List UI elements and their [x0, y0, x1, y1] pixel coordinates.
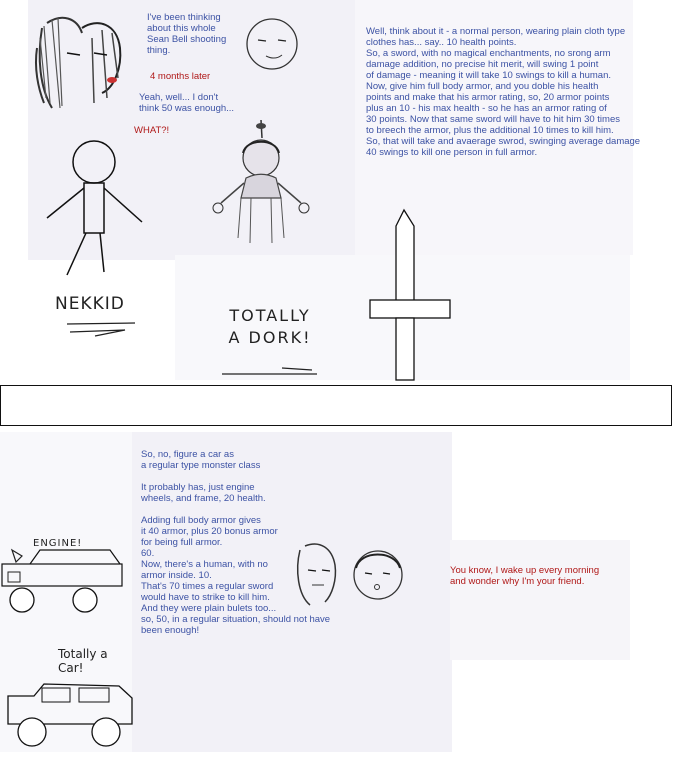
car-sketch	[4, 676, 139, 754]
months-later-text: 4 months later	[150, 71, 211, 82]
truck-sketch	[0, 542, 135, 617]
totally-car-label: Totally a Car!	[58, 647, 108, 675]
divider-strip	[0, 385, 672, 426]
nekkid-label: NEKKID	[55, 294, 125, 314]
dork-underline	[222, 364, 322, 379]
nekkid-underline	[65, 320, 145, 340]
not-enough-text: Yeah, well... I don't think 50 was enough...	[139, 92, 235, 114]
car-explanation-text: So, no, figure a car as a regular type monster class It probably has, just engine wheels, and frame, 20 health. Adding full body armor gives it 40 armor, plus 20 bonus armor for being full armor. 60. Now, there's a human, with no armor inside. 10. That's 70 times a regular sword would have to strike to kill him. And they were plain bulets too... so, 50, in a regular situation, should not have been enough!	[141, 449, 331, 636]
two-faces-sketch	[32, 8, 132, 118]
character-figure-sketch	[206, 118, 316, 253]
round-face-sketch	[244, 14, 304, 74]
sword-sketch	[368, 208, 453, 383]
armor-explanation-text: Well, think about it - a normal person, wearing plain cloth type clothes has... say.. 10 health points. So, a sword, with no magical enchantments, no srong arm damage addition, no precise hit merit, will swing 1 point of damage - meaning it will take 10 swings to kill a human. Now, give him full body armor, and you doble his health points and make that his armor rating, so, 20 armor points plus an 10 - his max health - so he has an armor rating of 30 points. Now that same sword will have to hit him 30 times to breech the armor, plus the additional 10 times to kill him. So, that will take and avaerage swrod, swinging average damage 40 swings to kill one person in full armor.	[366, 26, 641, 158]
engine-label: ENGINE!	[33, 538, 83, 549]
stick-figure-sketch	[42, 140, 152, 280]
thinking-text: I've been thinking about this whole Sean Bell shooting thing.	[147, 12, 227, 56]
what-text: WHAT?!	[134, 125, 170, 136]
friend-text: You know, I wake up every morning and wonder why I'm your friend.	[450, 565, 600, 587]
two-faces-bottom-sketch	[290, 540, 420, 610]
totally-dork-label: TOTALLY A DORK!	[228, 306, 312, 347]
bottom-right-panel	[450, 540, 630, 660]
